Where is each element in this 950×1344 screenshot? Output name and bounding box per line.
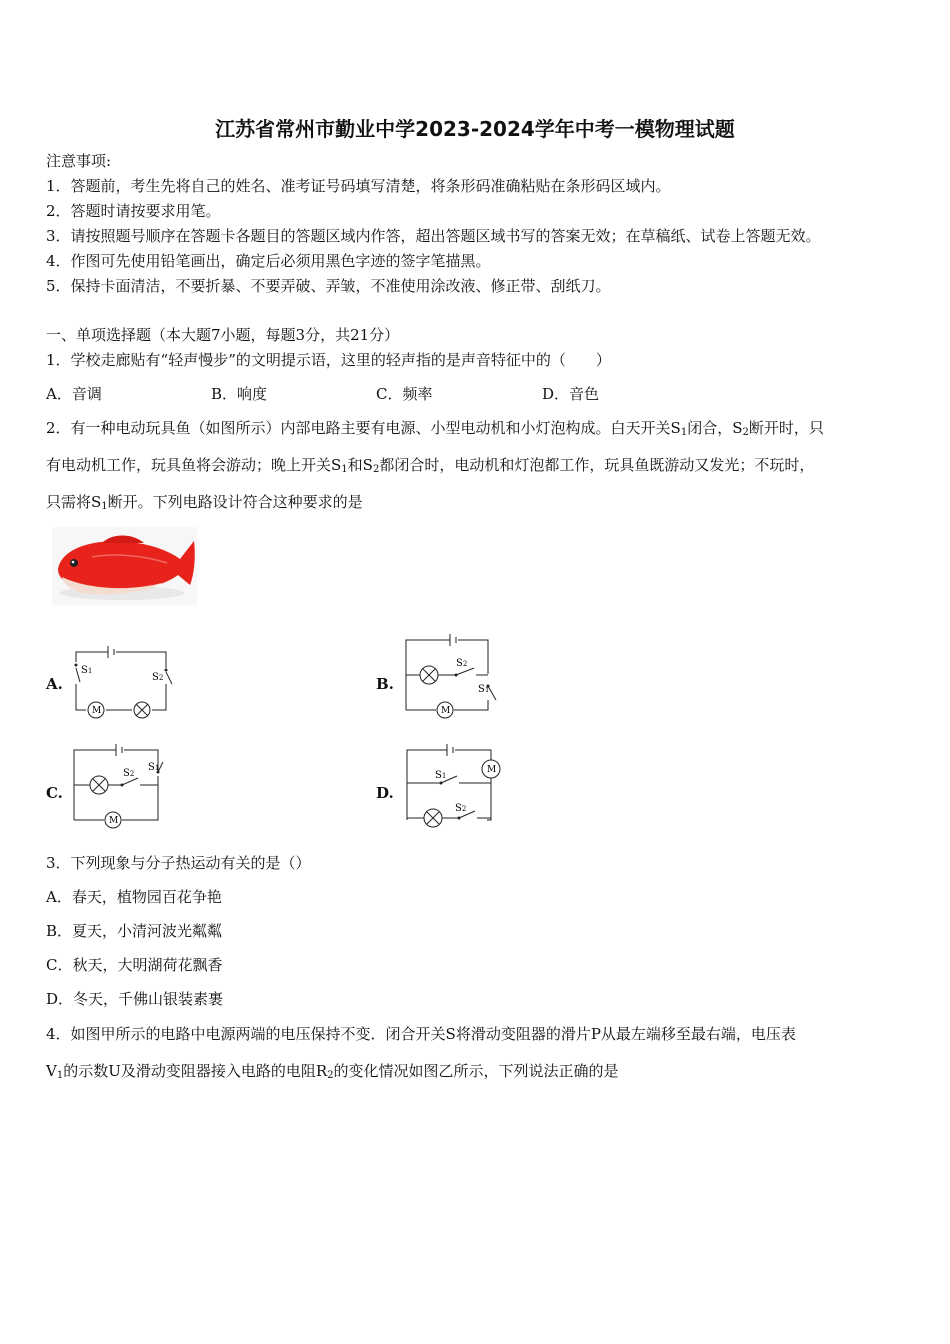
q2-option-b-label: B. <box>376 675 394 693</box>
circuit-diagram-b <box>400 630 500 722</box>
notice-item-4: 4．作图可先使用铅笔画出，确定后必须用黑色字迹的签字笔描黑。 <box>46 252 491 270</box>
q1-option-b: B．响度 <box>211 385 268 403</box>
q3-option-a: A．春天，植物园百花争艳 <box>46 888 222 906</box>
q1-stem: 1．学校走廊贴有“轻声慢步”的文明提示语，这里的轻声指的是声音特征中的（ ） <box>46 351 611 369</box>
notice-heading: 注意事项: <box>46 152 112 170</box>
circuit-diagram-d <box>403 740 507 830</box>
q3-stem: 3．下列现象与分子热运动有关的是（） <box>46 854 311 872</box>
q1-option-a: A．音调 <box>46 385 102 403</box>
toy-fish-image <box>52 527 197 605</box>
svg-text:S2: S2 <box>152 672 164 683</box>
q3-option-d: D．冬天，千佛山银装素裹 <box>46 990 224 1008</box>
q4-stem-line1: 4．如图甲所示的电路中电源两端的电压保持不变．闭合开关S将滑动变阻器的滑片P从最左端移至最右端，电压表 <box>46 1025 796 1043</box>
q2-stem-line1: 2．有一种电动玩具鱼（如图所示）内部电路主要有电源、小型电动机和小灯泡构成。白天开关$S_1$闭合，$S_2$断开时，只 <box>46 419 824 438</box>
svg-text:M: M <box>487 765 497 775</box>
svg-text:S2: S2 <box>455 803 467 814</box>
q4-stem-line2: $V_1$的示数U及滑动变阻器接入电路的电阻$R_2$的变化情况如图乙所示，下列说法正确的是 <box>46 1062 619 1081</box>
svg-text:S1: S1 <box>81 665 93 676</box>
svg-text:M: M <box>441 706 451 716</box>
q3-option-c: C．秋天，大明湖荷花飘香 <box>46 956 223 974</box>
q2-option-c-label: C. <box>46 784 63 802</box>
circuit-diagram-c <box>70 740 170 830</box>
svg-text:M: M <box>109 816 119 826</box>
q2-stem-line2: 有电动机工作，玩具鱼将会游动；晚上开关$S_1$和$S_2$都闭合时，电动机和灯泡都工作，玩具鱼既游动又发光；不玩时， <box>46 456 815 475</box>
circuit-diagram-a <box>66 640 178 722</box>
q1-option-d: D．音色 <box>542 385 600 403</box>
svg-text:M: M <box>92 706 102 716</box>
svg-text:S1: S1 <box>148 762 160 773</box>
q1-option-c: C．频率 <box>376 385 433 403</box>
notice-item-5: 5．保持卡面清洁，不要折暴、不要弄破、弄皱，不准使用涂改液、修正带、刮纸刀。 <box>46 277 611 295</box>
q2-option-a-label: A. <box>46 675 63 693</box>
notice-item-1: 1．答题前，考生先将自己的姓名、准考证号码填写清楚，将条形码准确粘贴在条形码区域内。 <box>46 177 671 195</box>
section-heading: 一、单项选择题（本大题7小题，每题3分，共21分） <box>46 326 400 344</box>
notice-item-2: 2．答题时请按要求用笔。 <box>46 202 221 220</box>
page-title: 江苏省常州市勤业中学2023-2024学年中考一模物理试题 <box>215 117 735 141</box>
svg-text:S1: S1 <box>435 770 447 781</box>
q3-option-b: B．夏天，小清河波光粼粼 <box>46 922 223 940</box>
q2-option-d-label: D. <box>376 784 394 802</box>
svg-text:S1: S1 <box>478 684 490 695</box>
notice-item-3: 3．请按照题号顺序在答题卡各题目的答题区域内作答，超出答题区域书写的答案无效；在草稿纸、试卷上答题无效。 <box>46 227 821 245</box>
svg-text:S2: S2 <box>123 768 135 779</box>
q2-stem-line3: 只需将$S_1$断开。下列电路设计符合这种要求的是 <box>46 493 363 512</box>
svg-text:S2: S2 <box>456 658 468 669</box>
